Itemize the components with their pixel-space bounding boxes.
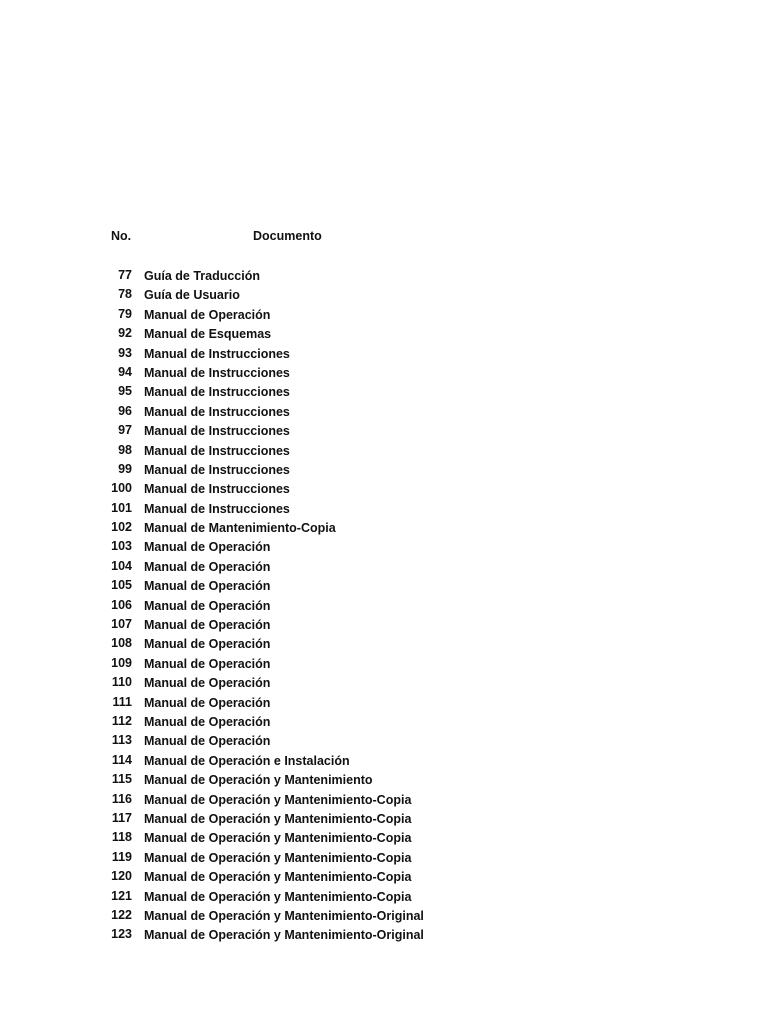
row-document: Manual de Mantenimiento-Copia [144, 521, 336, 536]
row-document: Manual de Instrucciones [144, 482, 290, 497]
row-document: Manual de Operación y Mantenimiento [144, 773, 373, 788]
row-number: 114 [111, 752, 132, 767]
table-row [0, 539, 768, 558]
row-number: 121 [111, 888, 132, 903]
table-row [0, 675, 768, 694]
row-number: 111 [112, 694, 132, 709]
row-number: 118 [111, 830, 132, 845]
row-document: Manual de Operación [144, 676, 271, 691]
header-number: No. [111, 229, 132, 243]
table-row [0, 714, 768, 733]
table-row [0, 908, 768, 927]
table-row [0, 733, 768, 752]
row-number: 77 [118, 268, 132, 282]
row-document: Manual de Instrucciones [144, 424, 290, 439]
row-document: Manual de Operación [144, 598, 271, 613]
row-number: 119 [111, 849, 132, 864]
row-document: Manual de Instrucciones [144, 365, 290, 380]
row-number: 109 [111, 655, 132, 670]
row-number: 105 [111, 578, 132, 593]
row-document: Manual de Operación [144, 579, 271, 594]
table-row [0, 307, 768, 326]
table-row [0, 578, 768, 597]
table-row [0, 850, 768, 869]
table-row [0, 268, 768, 287]
table-row [0, 365, 768, 384]
table-row [0, 326, 768, 345]
table-row [0, 404, 768, 423]
row-number: 98 [118, 442, 132, 457]
row-number: 122 [111, 907, 132, 922]
row-document: Manual de Operación y Mantenimiento-Copia [144, 792, 412, 807]
table-row [0, 753, 768, 772]
table-row [0, 423, 768, 442]
row-number: 123 [111, 927, 132, 942]
table-row [0, 636, 768, 655]
row-number: 115 [111, 772, 132, 787]
row-number: 104 [111, 558, 132, 573]
table-row [0, 384, 768, 403]
row-number: 106 [111, 597, 132, 612]
row-number: 94 [118, 364, 132, 379]
table-row [0, 520, 768, 539]
row-document: Manual de Operación [144, 714, 271, 729]
document-list [0, 268, 768, 947]
row-number: 96 [118, 403, 132, 418]
row-document: Manual de Operación e Instalación [144, 753, 350, 768]
table-row [0, 501, 768, 520]
table-row [0, 695, 768, 714]
row-document: Manual de Operación y Mantenimiento-Original [144, 928, 424, 943]
row-document: Manual de Operación [144, 559, 271, 574]
row-number: 78 [118, 287, 132, 302]
row-number: 99 [118, 461, 132, 476]
row-number: 93 [118, 345, 132, 360]
row-document: Manual de Instrucciones [144, 385, 290, 400]
table-row [0, 830, 768, 849]
table-row [0, 792, 768, 811]
table-row [0, 462, 768, 481]
table-row [0, 869, 768, 888]
row-document: Manual de Instrucciones [144, 501, 290, 516]
row-number: 120 [111, 869, 132, 884]
table-row [0, 559, 768, 578]
row-number: 103 [111, 539, 132, 554]
row-number: 117 [111, 810, 132, 825]
table-row [0, 656, 768, 675]
row-document: Manual de Operación y Mantenimiento-Copia [144, 811, 412, 826]
table-row [0, 772, 768, 791]
table-row [0, 481, 768, 500]
row-number: 108 [111, 636, 132, 651]
row-document: Manual de Operación [144, 307, 271, 322]
row-document: Manual de Operación [144, 695, 271, 710]
row-number: 113 [111, 733, 132, 748]
row-document: Manual de Operación [144, 540, 271, 555]
row-document: Manual de Operación [144, 637, 271, 652]
table-row [0, 287, 768, 306]
table-header [0, 229, 768, 247]
table-row [0, 617, 768, 636]
row-number: 110 [111, 675, 132, 690]
row-number: 107 [111, 617, 132, 632]
table-row [0, 811, 768, 830]
header-document: Documento [253, 229, 322, 243]
row-document: Manual de Operación y Mantenimiento-Original [144, 908, 424, 923]
row-document: Manual de Instrucciones [144, 443, 290, 458]
table-row [0, 598, 768, 617]
row-document: Manual de Instrucciones [144, 462, 290, 477]
row-document: Manual de Operación y Mantenimiento-Copia [144, 870, 412, 885]
row-number: 101 [111, 500, 132, 515]
row-document: Manual de Instrucciones [144, 404, 290, 419]
row-number: 95 [118, 384, 132, 399]
row-number: 79 [118, 306, 132, 321]
row-number: 100 [111, 481, 132, 496]
row-document: Manual de Operación y Mantenimiento-Copia [144, 889, 412, 904]
table-row [0, 927, 768, 946]
row-document: Manual de Operación y Mantenimiento-Copia [144, 850, 412, 865]
row-document: Manual de Operación [144, 734, 271, 749]
row-number: 92 [118, 326, 132, 341]
row-document: Manual de Operación y Mantenimiento-Copia [144, 831, 412, 846]
row-document: Manual de Operación [144, 656, 271, 671]
row-document: Guía de Usuario [144, 288, 240, 303]
row-number: 97 [118, 423, 132, 438]
table-row [0, 443, 768, 462]
row-document: Manual de Esquemas [144, 327, 272, 342]
table-row [0, 889, 768, 908]
row-document: Manual de Operación [144, 618, 271, 633]
row-number: 102 [111, 520, 132, 535]
row-document: Manual de Instrucciones [144, 346, 290, 361]
row-number: 116 [111, 791, 132, 806]
row-number: 112 [111, 713, 132, 728]
row-document: Guía de Traducción [144, 269, 260, 283]
table-row [0, 346, 768, 365]
